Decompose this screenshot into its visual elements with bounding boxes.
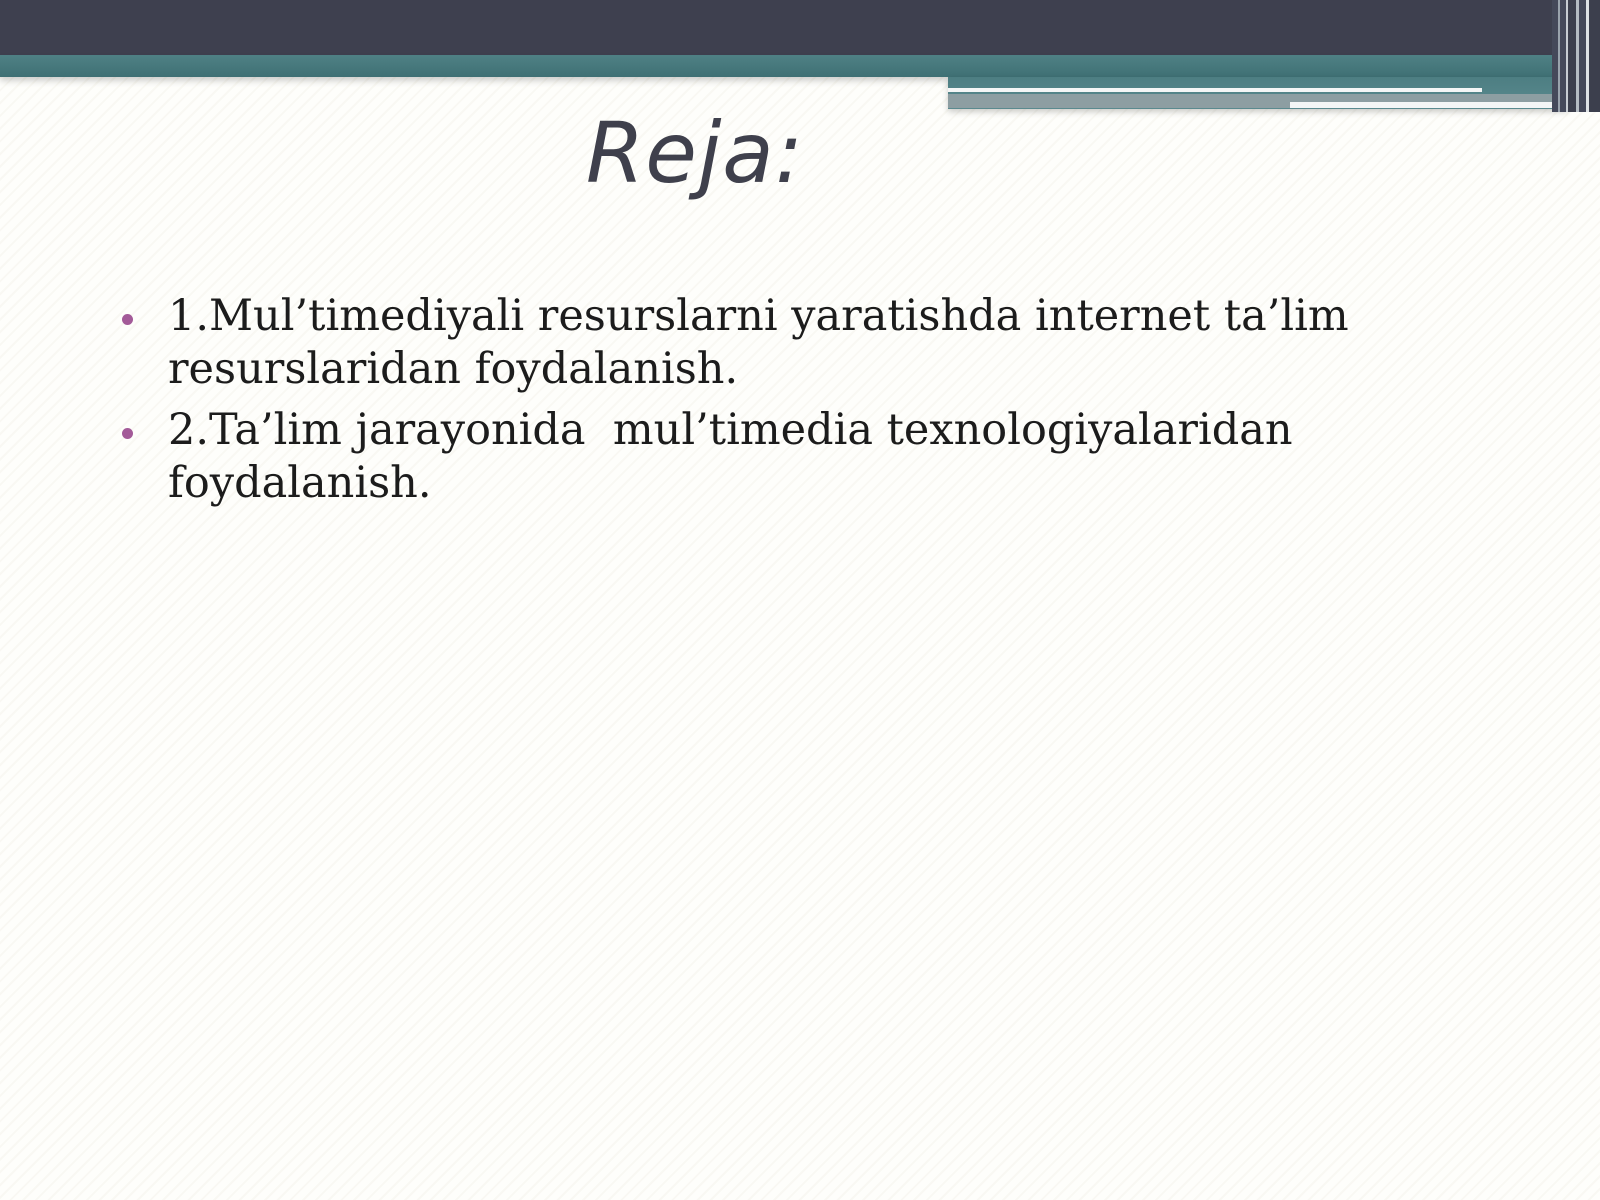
list-item-text: 2.Ta’lim jarayonida mul’timedia texnologiyalaridan foydalanish. (168, 405, 1307, 508)
list-item (120, 404, 1420, 510)
list-item (120, 290, 1420, 396)
bullet-dot-icon (122, 314, 133, 325)
header-white-stripe (948, 88, 1482, 92)
bullet-dot-icon (122, 428, 133, 439)
list-item-text: 1.Mul’timediyali resurslarni yaratishda internet ta’lim resurslaridan foydalanish. (168, 291, 1363, 394)
header-teal-band (0, 55, 1600, 77)
slide-title: Reja: (585, 104, 805, 202)
bullet-list (120, 290, 1420, 518)
header-vertical-bars (1552, 0, 1600, 112)
header-dark-band (0, 0, 1600, 55)
